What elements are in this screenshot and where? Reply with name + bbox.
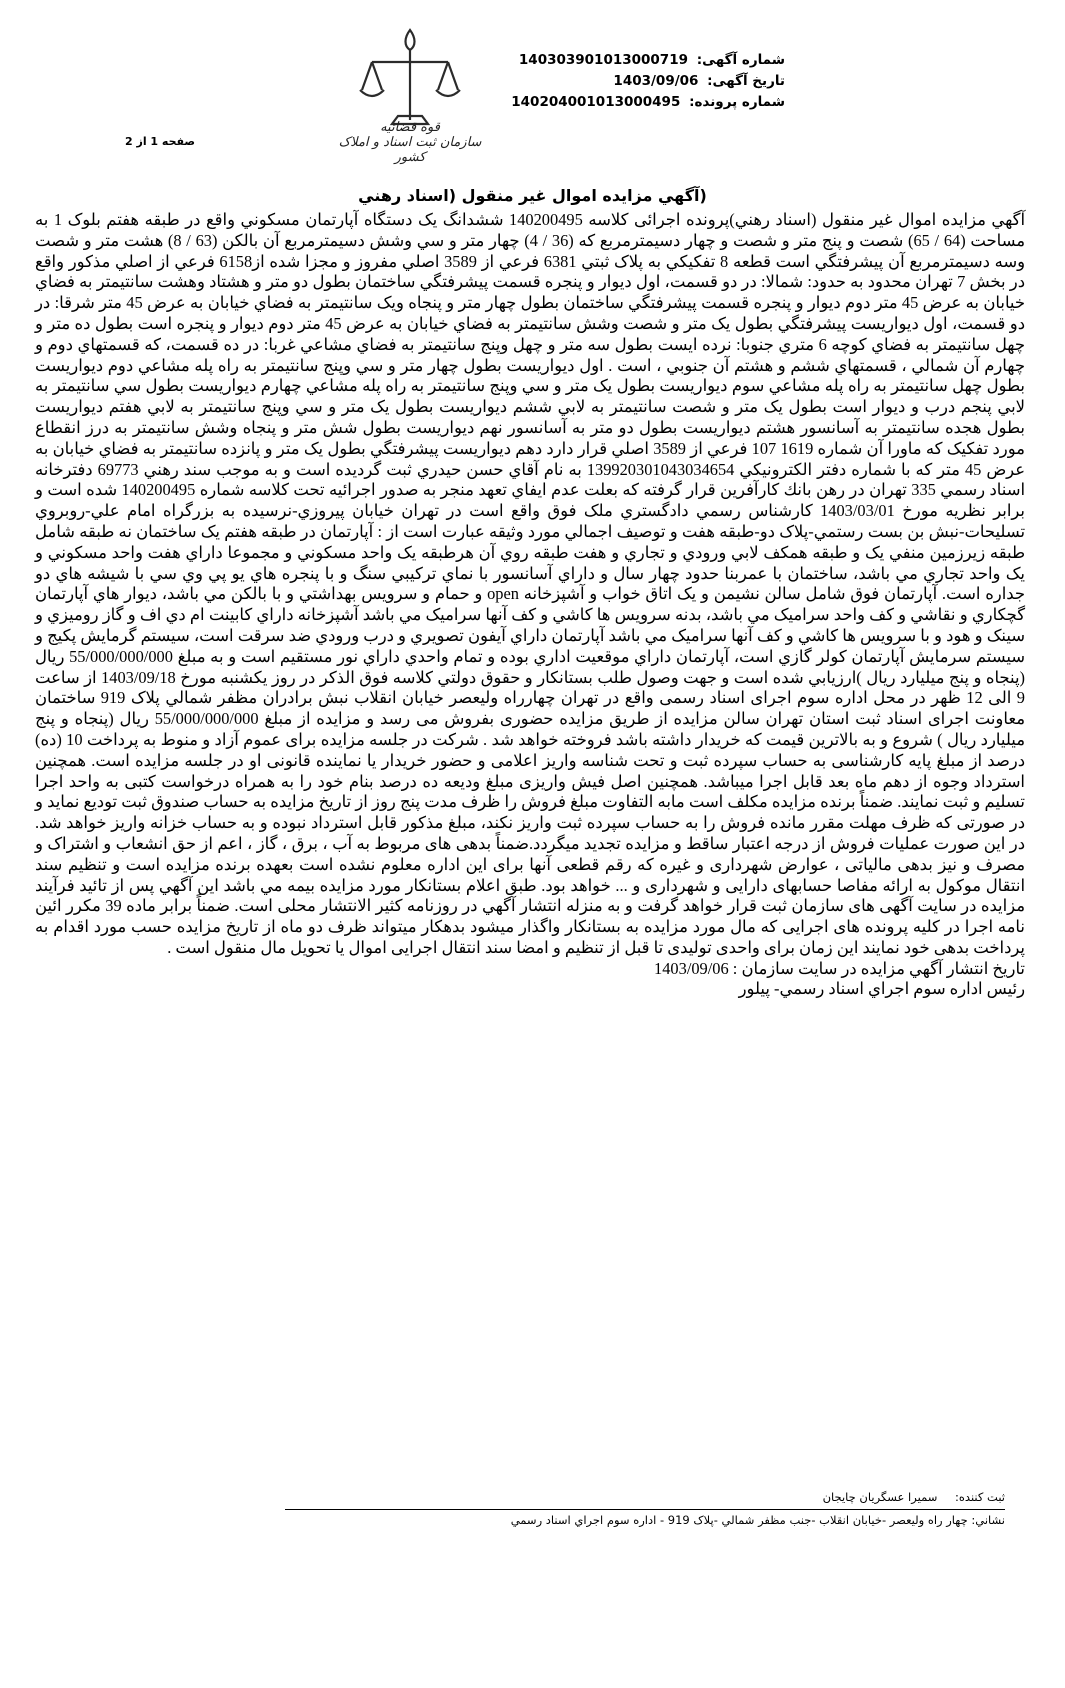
- ad-number-label: شماره آگهی:: [696, 52, 785, 68]
- case-number-row: [511, 92, 785, 113]
- registrar-name: سميرا عسگريان چايجان: [822, 1490, 938, 1504]
- document-body: [35, 210, 1025, 1000]
- ad-date: 1403/09/06: [613, 73, 699, 89]
- footer-address: نشاني: چهار راه وليعصر -خيابان انقلاب -جنب مظفر شمالي -پلاک 919 - اداره سوم اجراي اسناد رسمي: [510, 1513, 1005, 1527]
- page-indicator: صفحه 1 از 2: [125, 135, 196, 148]
- case-number-label: شماره پرونده:: [689, 94, 785, 110]
- case-number: 140204001013000495: [511, 94, 681, 110]
- emblem-caption: [325, 120, 495, 165]
- ad-date-row: [525, 71, 785, 92]
- footer-divider: [285, 1509, 1005, 1510]
- ad-number-row: [518, 50, 785, 71]
- ad-date-label: تاریخ آگهی:: [707, 73, 785, 89]
- registrar-label: ثبت كننده:: [955, 1490, 1005, 1504]
- body-paragraph: آگهي مزايده اموال غير منقول (اسناد رهني)پرونده اجرائی کلاسه 140200495 ششدانگ يک دستگاه آپارتمان مسکوني واقع در طبقه هفتم بلوک 1 به مساحت (64 / 65) شصت و پنج متر و شصت و چهار دسيمترمربع که (36 / 4) چهار متر و سي وشش دسيمترمربع آن بالكن (63 / 8) هشت متر و شصت وسه دسيمترمربع آن پيشرفتگي است قطعه 8 تفکيکي به پلاک ثبتي 6381 فرعي از 3589 اصلي مفروز و مجزا شده از6158 فرعي از اصلي مذكور واقع در بخش 7 تهران محدود به حدود: شمالا: در دو قسمت، اول ديوار و پنجره قسمت پيشرفتگي ساختمان بطول دو متر و هشتاد وهشت سانتيمتر به فضاي خيابان به عرض 45 متر دوم ديوار و پنجره قسمت پيشرفتگي ساختمان بطول چهار متر و پنجاه ويک سانتيمتر به فضاي خيابان به عرض 45 متر شرقا: در دو قسمت، اول ديواريست پيشرفتگي بطول يک متر و شصت وشش سانتيمتر به فضاي خيابان به عرض 45 متر دوم ديوار و پنجره است بطول ده متر و چهل سانتيمتر به فضاي کوچه 6 متري جنوبا: نرده ايست بطول سه متر و چهل وپنج سانتيمتر به فضاي مشاعي غربا: در ده قسمت، که قسمتهاي دوم و چهارم آن شمالي ، قسمتهاي ششم و هشتم آن جنوبي ، است . اول ديواريست بطول چهار متر و سي وپنج سانتيمتر به راه پله مشاعي دوم ديواريست بطول چهل سانتيمتر به راه پله مشاعي سوم ديواريست بطول يک متر و سي وپنج سانتيمتر به راه پله مشاعي چهارم ديواريست بطول سي سانتيمتر به لابي پنجم درب و ديوار است بطول يک متر و شصت سانتيمتر به لابي ششم ديواريست بطول يک متر و سي وپنج سانتيمتر به لابي هفتم ديواريست بطول هجده سانتيمتر به آسانسور هشتم ديواريست بطول دو متر به آسانسور نهم ديواريست بطول شش متر و پنجاه وشش سانتيمتر به درز انقطاع مورد تفکيک که ماورا آن شماره 1619 107 فرعي از 3589 اصلي قرار دارد دهم ديواريست پيشرفتگي بطول يک متر و پانزده سانتيمتر به فضاي خيابان به عرض 45 متر که با شماره دفتر الکترونيکي 139920301043034654 به نام آقاي حسن حيدري ثبت گرديده است و به موجب سند رهني 69773 دفترخانه اسناد رسمي 335 تهران در رهن بانك كارآفرين قرار گرفته كه بعلت عدم ايفاي تعهد منجر به صدور اجرائيه تحت كلاسه شماره 140200495 شده است و برابر نظريه مورخ 1403/03/01 كارشناس رسمي دادگستري ملک فوق واقع است در تهران خيابان پيروزي-نرسيده به بزرگراه امام علي-روبروي تسليحات-نبش بن بست رستمي-پلاک دو-طبقه هفت و توصيف اجمالي مورد وثيقه عبارت است از : آپارتمان در طبقه هفتم يک ساختمان نه طبقه شامل طبقه زيرزمين منفي يک و طبقه همکف لابي ورودي و تجاري و هفت طبقه روي آن هرطبقه يک واحد مسکوني و مجموعا داراي هفت واحد مسکوني و يک واحد تجاري مي باشد، ساختمان با عمربنا حدود چهار سال و داراي آسانسور با نماي ترکيبي سنگ و با پنجره هاي يو پي وي سي با شيشه هاي دو جداره است. آپارتمان فوق شامل سالن نشيمن و يک اتاق خواب و آشپزخانه open و حمام و سرويس بهداشتي و با بالکن مي باشد، ديوار هاي آپارتمان گچکاري و نقاشي و کف واحد سراميک مي باشد، بدنه سرويس ها کاشي و کف آنها سراميک مي باشد آشپزخانه داراي کابينت ام دي اف و گاز روميزي و سينک و هود و با سرويس ها کاشي و کف آنها سراميک مي باشد آپارتمان داراي آيفون تصويري و درب ورودي ضد سرقت است، سيستم گرمايش پکيج و سيستم سرمايش آپارتمان کولر گازي است، آپارتمان داراي موقعيت اداري بوده و تمام واحدي داراي نور مستقيم است و به مبلغ 55/000/000/000 ريال (پنجاه و پنج ميليارد ريال )ارزيابي شده است و جهت وصول طلب بستانكار و حقوق دولتي كلاسه فوق الذكر در روز يکشنبه مورخ 1403/09/18 از ساعت 9 الی 12 ظهر در محل اداره سوم اجرای اسناد رسمی واقع در تهران چهارراه وليعصر خيابان انقلاب نبش برادران مظفر شمالي پلاک 919 ساختمان معاونت اجرای اسناد ثبت استان تهران سالن مزايده از طريق مزايده حضوری بفروش می رسد و مزايده از مبلغ 55/000/000/000 ريال (پنجاه و پنج ميليارد ريال ) شروع و به بالاترين قيمت که خريدار داشته باشد فروخته خواهد شد . شرکت در جلسه مزايده برای عموم آزاد و منوط به پرداخت 10 (ده) درصد از مبلغ پايه کارشناسی به حساب سپرده ثبت و تحت شناسه واريز اعلامی و حضور خريدار يا نماينده قانونی او در جلسه مزايده است. همچنين استرداد وجوه از دهم ماه بعد قابل اجرا ميباشد. همچنين اصل فيش واريزی مبلغ وديعه ده درصد بنام خود را به همراه درخواست کتبی به واحد اجرا تسليم و ثبت نمايند. ضمناً برنده مزايده مکلف است مابه التفاوت مبلغ فروش را ظرف مدت پنج روز از تاريخ مزايده به حساب صندوق ثبت توديع نمايد و در صورتی که ظرف مهلت مقرر مانده فروش را به حساب سپرده ثبت واريز نكند، مبلغ مذکور قابل استرداد نبوده و به حساب خزانه واريز خواهد شد. در اين صورت عمليات فروش از درجه اعتبار ساقط و مزايده تجديد ميگردد.ضمناً بدهی های مربوط به آب ، برق ، گاز ، اعم از حق انشعاب و اشتراک و مصرف و نيز بدهی مالياتی ، عوارض شهرداری و غيره که رقم قطعی آنها برای اين اداره معلوم نشده است بعهده برنده مزايده است و تنظيم سند انتقال موکول به ارائه مفاصا حسابهای دارايی و شهرداری و ... خواهد بود. طبق اعلام بستانکار مورد مزايده بيمه مي باشد اين آگهي پس از تائيد فرآيند مزايده در سايت آگهی های سازمان ثبت قرار خواهد گرفت و به منزله انتشار آگهي در روزنامه کثير الانتشار محلی است. ضمناً برابر ماده 39 مکرر ائين نامه اجرا در کليه پرونده های اجرايی که مال مورد مزايده به بستانکار واگذار ميشود بدهکار ميتواند ظرف دو ماه از تاريخ مزايده حسب مورد اقدام به پرداخت بدهی خود نمايند اين زمان برای واحدی توليدی تا قبل از تنظيم و امضا سند انتقال اجرايی اموال يا تحويل مال منقول است .: [35, 210, 1026, 957]
- emblem-caption-top: قوه قضائیه: [380, 120, 440, 135]
- ad-number: 140303901013000719: [518, 52, 688, 68]
- registrar-row: [285, 1490, 1005, 1505]
- document-title: (آگهي مزايده اموال غير منقول (اسناد رهني: [358, 186, 707, 205]
- publish-date-line: تاريخ انتشار آگهي مزايده در سايت سازمان : 1403/09/06: [654, 958, 1025, 978]
- ad-metadata: [511, 50, 785, 113]
- footer: [285, 1490, 1005, 1528]
- signature-line: رئيس اداره سوم اجراي اسناد رسمي- پيلور: [738, 979, 1025, 999]
- emblem-caption-bottom: سازمان ثبت اسناد و املاک کشور: [338, 135, 482, 165]
